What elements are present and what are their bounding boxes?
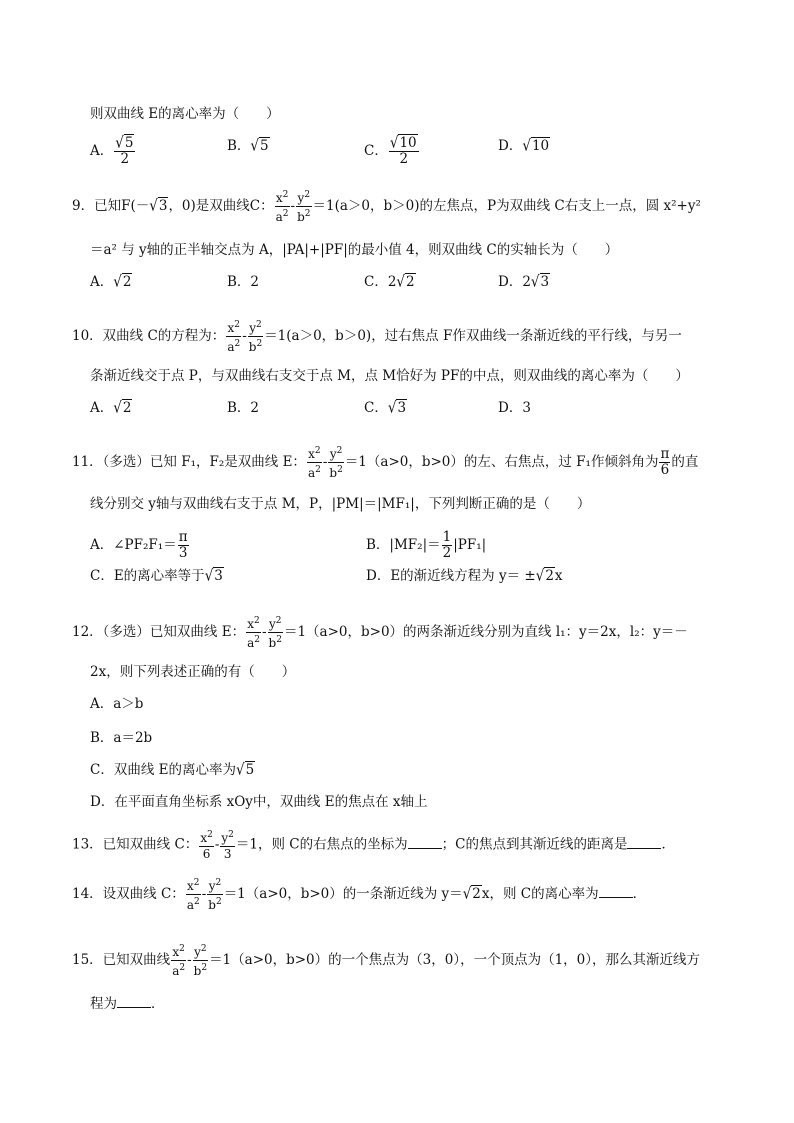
option-label: B． [227, 138, 251, 154]
q11-line2: 线分别交 y轴与双曲线右支于点 M，P，|PM|＝|MF₁|，下列判断正确的是（ ） [90, 496, 591, 512]
q12-option-c[interactable]: C．双曲线 E的离心率为√5 [90, 760, 255, 780]
q8-option-d[interactable]: D．√10 [498, 136, 550, 156]
q12-line1: 12．（多选）已知双曲线 E： $\frac{x^2}{a^2}$ - $\frac{y^2}{b^2}$ ＝1（a>0，b>0）的两条渐近线分别为直线 l₁：y＝2x，l₂：y＝－ [72, 616, 688, 650]
q11-option-a[interactable]: A．∠PF₂F₁＝ $\frac{\pi}{3}$ [90, 529, 188, 561]
q12-line2: 2x，则下列表述正确的有（ ） [90, 664, 296, 680]
q8-option-a[interactable]: A． $\frac{√5}{2}$ [90, 133, 134, 167]
answer-blank[interactable] [117, 995, 151, 1008]
answer-blank[interactable] [408, 836, 442, 849]
q9-line1: 9．已知F(－√3，0)是双曲线C： $\frac{x^2}{a^2}$ - $\frac{y^2}{b^2}$ ＝1(a＞0，b＞0)的左焦点，P为双曲线 C右支上一点，圆 x²+y² [72, 190, 701, 224]
q13-line: 13．已知双曲线 C： $\frac{x^2}{6}$ - $\frac{y^2}{3}$ ＝1，则 C的右焦点的坐标为 ；C的焦点到其渐近线的距离是 ． [72, 830, 675, 861]
q9-option-c[interactable]: C．2√2 [364, 272, 415, 292]
q10-option-b[interactable]: B．2 [227, 400, 260, 416]
q10-option-d[interactable]: D．3 [498, 400, 531, 416]
q12-option-b[interactable]: B．a＝2b [90, 730, 153, 746]
q10-line1: 10．双曲线 C的方程为： $\frac{x^2}{a^2}$ - $\frac{y^2}{b^2}$ ＝1(a＞0，b＞0)，过右焦点 F作双曲线一条渐近线的平行线，与另一 [72, 320, 682, 354]
q8-tail-text: 则双曲线 E的离心率为（ ） [90, 106, 280, 122]
q8-option-b[interactable]: B．√5 [227, 136, 269, 156]
option-label: C． [364, 143, 388, 159]
q10-option-c[interactable]: C．√3 [364, 398, 407, 418]
answer-blank[interactable] [599, 885, 633, 898]
q11-line1: 11．（多选）已知 F₁，F₂是双曲线 E： $\frac{x^2}{a^2}$ - $\frac{y^2}{b^2}$ ＝1（a>0，b>0）的左、右焦点，过 F₁作倾斜角为 $\frac{\pi}{6}$ 的直 [72, 446, 699, 480]
option-label: A． [90, 143, 114, 159]
q12-option-a[interactable]: A．a＞b [90, 696, 144, 712]
q11-option-b[interactable]: B．|MF₂|＝ $\frac{1}{2}$ |PF₁| [366, 529, 487, 561]
q14-line: 14．设双曲线 C： $\frac{x^2}{a^2}$ - $\frac{y^2}{b^2}$ ＝1（a>0，b>0）的一条渐近线为 y＝√2x，则 C的离心率为 ． [72, 878, 647, 912]
option-label: D． [498, 138, 523, 154]
q15-line2: 程为 ． [90, 996, 165, 1012]
q12-option-d[interactable]: D．在平面直角坐标系 xOy中，双曲线 E的焦点在 x轴上 [90, 794, 428, 810]
answer-blank[interactable] [627, 836, 661, 849]
q10-line2: 条渐近线交于点 P，与双曲线右支交于点 M，点 M恰好为 PF的中点，则双曲线的离心率为（ ） [90, 368, 689, 384]
q10-option-a[interactable]: A．√2 [90, 398, 132, 418]
q9-line2: ＝a² 与 y轴的正半轴交点为 A，|PA|+|PF|的最小值 4，则双曲线 C的实轴长为（ ） [90, 242, 619, 258]
q9-option-a[interactable]: A．√2 [90, 272, 132, 292]
q15-line1: 15．已知双曲线 $\frac{x^2}{a^2}$ - $\frac{y^2}{b^2}$ ＝1（a>0，b>0）的一个焦点为（3，0），一个顶点为（1，0），那么其渐近线方 [72, 944, 700, 978]
q9-option-b[interactable]: B．2 [227, 274, 260, 290]
q11-option-d[interactable]: D．E的渐近线方程为 y＝ ±√2x [366, 566, 563, 586]
q9-option-d[interactable]: D．2√3 [498, 272, 550, 292]
q11-option-c[interactable]: C．E的离心率等于√3 [90, 566, 223, 586]
q8-option-c[interactable]: C． $\frac{√10}{2}$ [364, 133, 417, 167]
